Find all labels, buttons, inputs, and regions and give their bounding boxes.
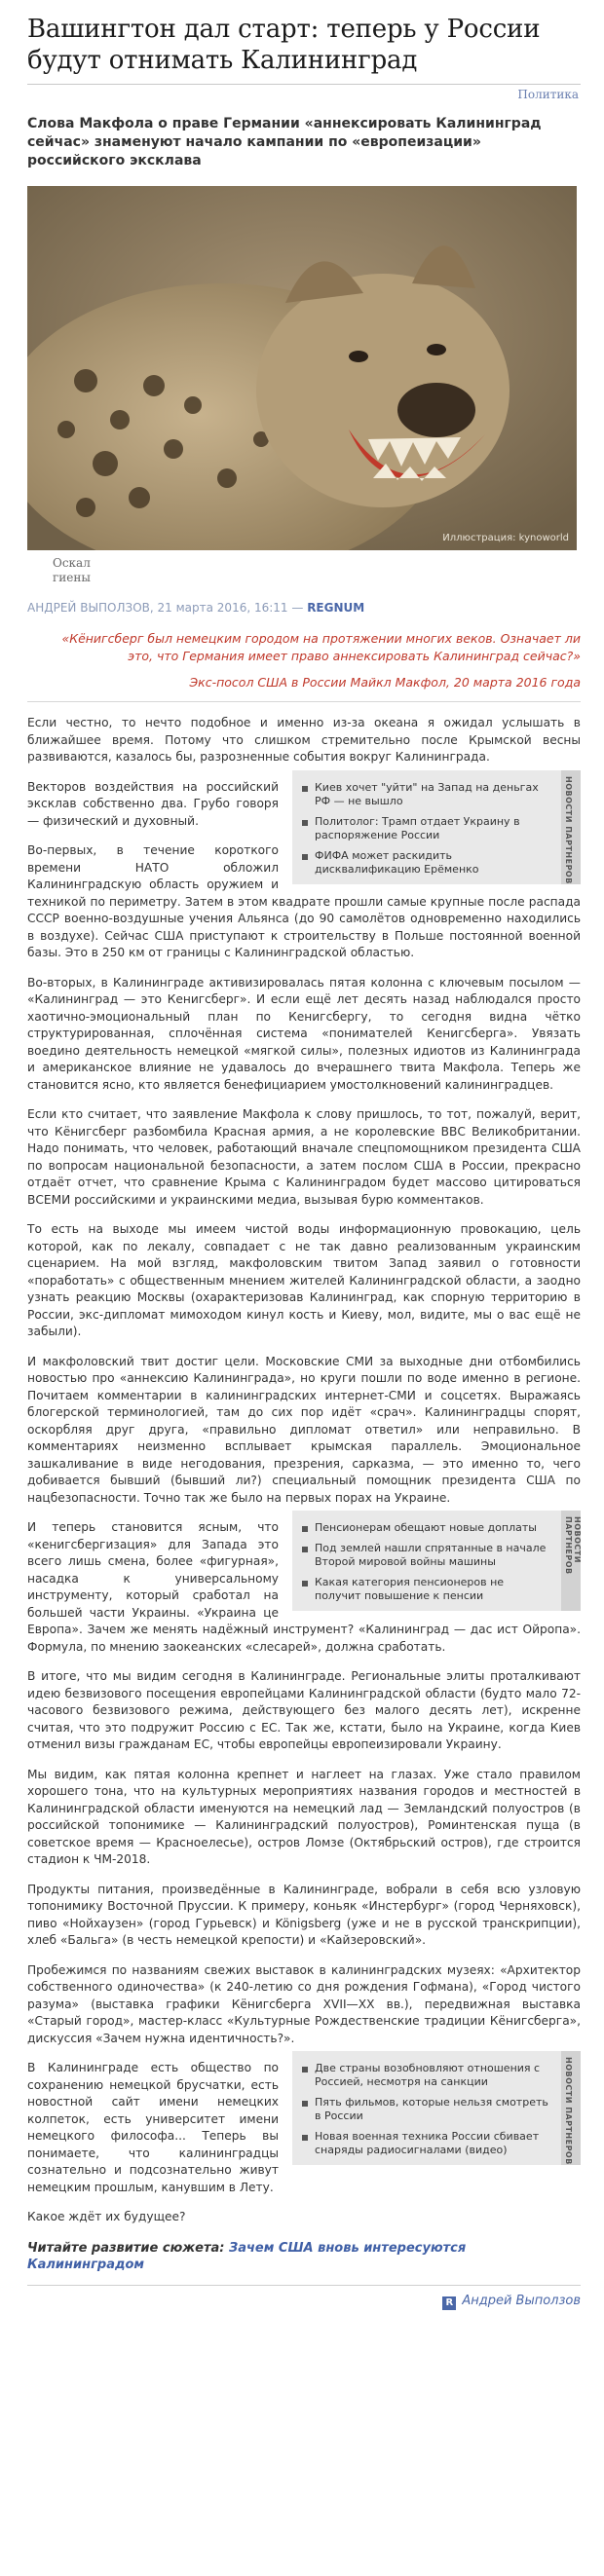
paragraph: Если честно, то нечто подобное и именно из-за океана я ожидал услышать в ближайшее время. Потому что слишком стремительно после Крымской весны развиваются, казалось бы, разрозненные события вокруг Калининграда. <box>27 716 581 764</box>
article-photo <box>27 186 577 550</box>
paragraph: Мы видим, как пятая колонна крепнет и наглеет на глазах. Уже стало правилом хорошего тона, что на культурных мероприятиях названия городов и местностей в Калининградской области именуются на немецкий лад — Земландский полуостров (в российской топонимике — Калининградский полуостров), Роминтенская пуща (в советское время — Красноелесье), остров Ломзе (Октябрьский остров), где строится стадион к ЧМ-2018. <box>27 1767 581 1866</box>
bullet-icon <box>302 1547 308 1552</box>
bullet-icon <box>302 1526 308 1532</box>
paragraph: Пробежимся по названиям свежих выставок в калининградских музеях: «Архитектор собственного одиночества» (к 240-летию со дня рождения Гофмана), «Город чистого разума» (выставка графики Кёнигсберга XVII—XX вв.), передвижная выставка «Старый город», мастер-класс «Культурные Рождественские традиции Кёнигсберга», дискуссия «Зачем нужна идентичность?». <box>27 1962 581 2045</box>
partner-news-item[interactable]: Две страны возобновляют отношения с Россией, несмотря на санкции <box>302 2062 553 2089</box>
partner-news-box <box>292 1511 581 1611</box>
partner-news-item[interactable]: Пенсионерам обещают новые доплаты <box>302 1521 553 1535</box>
partner-news-ribbon: НОВОСТИ ПАРТНЕРОВ <box>561 2051 581 2165</box>
partner-news-item[interactable]: Какая категория пенсионеров не получит повышение к пенсии <box>302 1576 553 1603</box>
paragraph: В итоге, что мы видим сегодня в Калининграде. Региональные элиты проталкивают идею безвизового посещения европейцами Калининградской области (будто мало 72-часового безвизового режима, действующего без малого десять лет), искренне считая, что это подружит Россию с ЕС. Так же, кстати, было на Украине, когда Киев отменил визы гражданам ЕС, чтобы европейцы европеизировали Украину. <box>27 1669 581 1751</box>
paragraph: Во-вторых, в Калининграде активизировалась пятая колонна с ключевым посылом — «Калининград — это Кенигсберг». И если ещё лет десять назад наблюдался просто хаотично-эмоциональный план по Кенигсбергу, то сегодня видна чётко структурированная, сплочённая система «понимателей Кенигсберга». Увязать воедино деятельность немецкой «мягкой силы», полезных идиотов из Калининграда и американское влияние не удавалось до вчерашнего твита Макфола. Теперь же становится ясно, кто является бенефициарием умостолкновений калининградцев. <box>27 975 581 1092</box>
paragraph: Векторов воздействия на российский эксклав собственно два. Грубо говоря — физический и духовный. <box>27 779 279 828</box>
partner-news-item[interactable]: ФИФА может раскидить дисквалификацию Ерёменко <box>302 849 553 877</box>
paragraph: Какое ждёт их будущее? <box>27 2210 186 2223</box>
bullet-icon <box>302 2101 308 2107</box>
partner-news-ribbon: НОВОСТИ ПАРТНЕРОВ <box>561 770 581 884</box>
epigraph-source: Экс-посол США в России Майкл Макфол, 20 марта 2016 года <box>189 675 581 690</box>
paragraph: Если кто считает, что заявление Макфола к слову пришлось, то тот, пожалуй, верит, что Кёнигсберг разбомбила Красная армия, а не королевские ВВС Великобритании. Надо понимать, что человек, работающий вначале спецпомощником президента США по вопросам национальной безопасности, а затем послом США в России, прекрасно отдаёт отчет, что сравнение Крыма с Калининградом будет массово цитироваться ВСЕМИ российскими и украинскими медиа, вызывая бурю комментаков. <box>27 1107 581 1207</box>
partner-news-item[interactable]: Политолог: Трамп отдает Украину в распоряжение России <box>302 815 553 842</box>
bullet-icon <box>302 2067 308 2072</box>
article-title: Вашингтон дал старт: теперь у России будут отнимать Калининград <box>27 15 541 75</box>
partner-news-box <box>292 2051 581 2165</box>
rubric-link[interactable]: Политика <box>517 88 579 101</box>
partner-news-item[interactable]: Под землей нашли спрятанные в начале Второй мировой войны машины <box>302 1542 553 1569</box>
partner-news-ribbon: НОВОСТИ ПАРТНЕРОВ <box>561 1511 581 1611</box>
bullet-icon <box>302 2135 308 2141</box>
continue-story-link[interactable]: Зачем США вновь интересуются Калининградом <box>27 2240 467 2272</box>
partner-news-box <box>292 770 581 884</box>
photo-caption: Оскал гиены <box>53 556 91 584</box>
continue-story <box>27 2240 581 2273</box>
partner-news-item[interactable]: Пять фильмов, которые нельзя смотреть в России <box>302 2096 553 2123</box>
bullet-icon <box>302 1581 308 1587</box>
regnum-logo-icon: R <box>442 2296 456 2310</box>
bullet-icon <box>302 820 308 826</box>
paragraph: И теперь становится ясным, что «кенигсбергизация» для Запада это всего лишь смена, более «фигурная», насадка к универсальному инструменту, который сработал на большей части Украины. «Украина це Европа». Зачем же менять надёжный инструмент? «Калининград — дас ист Ойропа». Формула, по мнению заокеанских «слесарей», должна сработать. <box>27 1520 581 1654</box>
photo-copyright: Иллюстрация: kynoworld <box>442 533 569 543</box>
partner-news-item[interactable]: Новая военная техника России сбивает снаряды радиосигналами (видео) <box>302 2130 553 2157</box>
continue-prefix: Читайте развитие сюжета: <box>27 2240 225 2256</box>
paragraph: Во-первых, в течение короткого времени НАТО обложил Калининградскую область оружием и техникой по периметру. Затем в этом квадрате прошли самые крупные после распада СССР военно-воздушные учения Альянса (до 90 самолётов одновременно находились в воздухе). Сейчас США приступают к строительству в Польше постоянной военной базы. Это в 250 км от границы с Калининградской областью. <box>27 843 581 959</box>
footer-author-link[interactable]: Андрей Выползов <box>462 2293 581 2308</box>
paragraph: И макфоловский твит достиг цели. Московские СМИ за выходные дни отбомбились новостью про «аннексию Калининграда», но круги пошли по воде именно в регионе. Почитаем комментарии в калининградских интернет-СМИ и соцсетях. Выражаясь блогерской терминологией, там до сих пор идёт «срач». Калининградцы спорят, оскорбляя друг друга, «правильно дипломат ответил» или неправильно. В комментариях неизменно всплывает крымская параллель. Эмоциональное зашкаливание в виде негодования, презрения, сарказма, — это именно то, чего добивается бывший (бывший ли?) специальный помощник президента США по нацбезопасности. Точно так же было на первых порах на Украине. <box>27 1354 581 1505</box>
divider <box>27 701 581 702</box>
article-footer <box>27 2285 581 2310</box>
bullet-icon <box>302 786 308 792</box>
byline <box>27 601 581 615</box>
article-lead: Слова Макфола о праве Германии «аннексировать Калининград сейчас» знаменуют начало кампании по «европеизации» российского эксклава <box>27 116 542 168</box>
partner-news-item[interactable]: Киев хочет "уйти" на Запад на деньгах РФ — не вышло <box>302 781 553 808</box>
byline-agency-link[interactable]: REGNUM <box>307 601 365 615</box>
bullet-icon <box>302 854 308 860</box>
paragraph: То есть на выходе мы имеем чистой воды информационную провокацию, цель которой, как по лекалу, совпадает с не так давно реализованным украинским сценарием. На мой взгляд, макфоловским твитом Запад заявил о готовности «поработать» с общественным мнением жителей Калининградской области, а заодно узнать реакцию Москвы (охарактеризовав Калининград, как спорную территорию в России, экс-дипломат мимоходом кинул кость и Киеву, мол, видите, мы о вас ещё не забыли). <box>27 1222 581 1338</box>
byline-author-date: АНДРЕЙ ВЫПОЛЗОВ, 21 марта 2016, 16:11 — <box>27 601 304 615</box>
epigraph-quote: «Кёнигсберг был немецким городом на протяжении многих веков. Означает ли это, что Германия имеет право аннексировать Калининград сейчас?» <box>61 631 581 663</box>
hyena-photo <box>27 186 577 550</box>
paragraph: Продукты питания, произведённые в Калининграде, вобрали в себя всю узловую топонимику Восточной Пруссии. К примеру, коньяк «Инстербург» (город Черняховск), пиво «Нойхаузен» (город Гурьевск) и Königsberg (уже и не в русской транскрипции), хлеб «Бальга» (в честь немецкой крепости) и «Кайзеровский». <box>27 1882 581 1947</box>
rubric-row <box>27 84 581 103</box>
paragraph: В Калининграде есть общество по сохранению немецкой брусчатки, есть новостной сайт имени немецких колпеток, есть университет имени немецкого философа... Теперь вы понимаете, что калининградцы сознательно и подсознательно живут немецким прошлым, канувшим в Лету. <box>27 2061 279 2194</box>
